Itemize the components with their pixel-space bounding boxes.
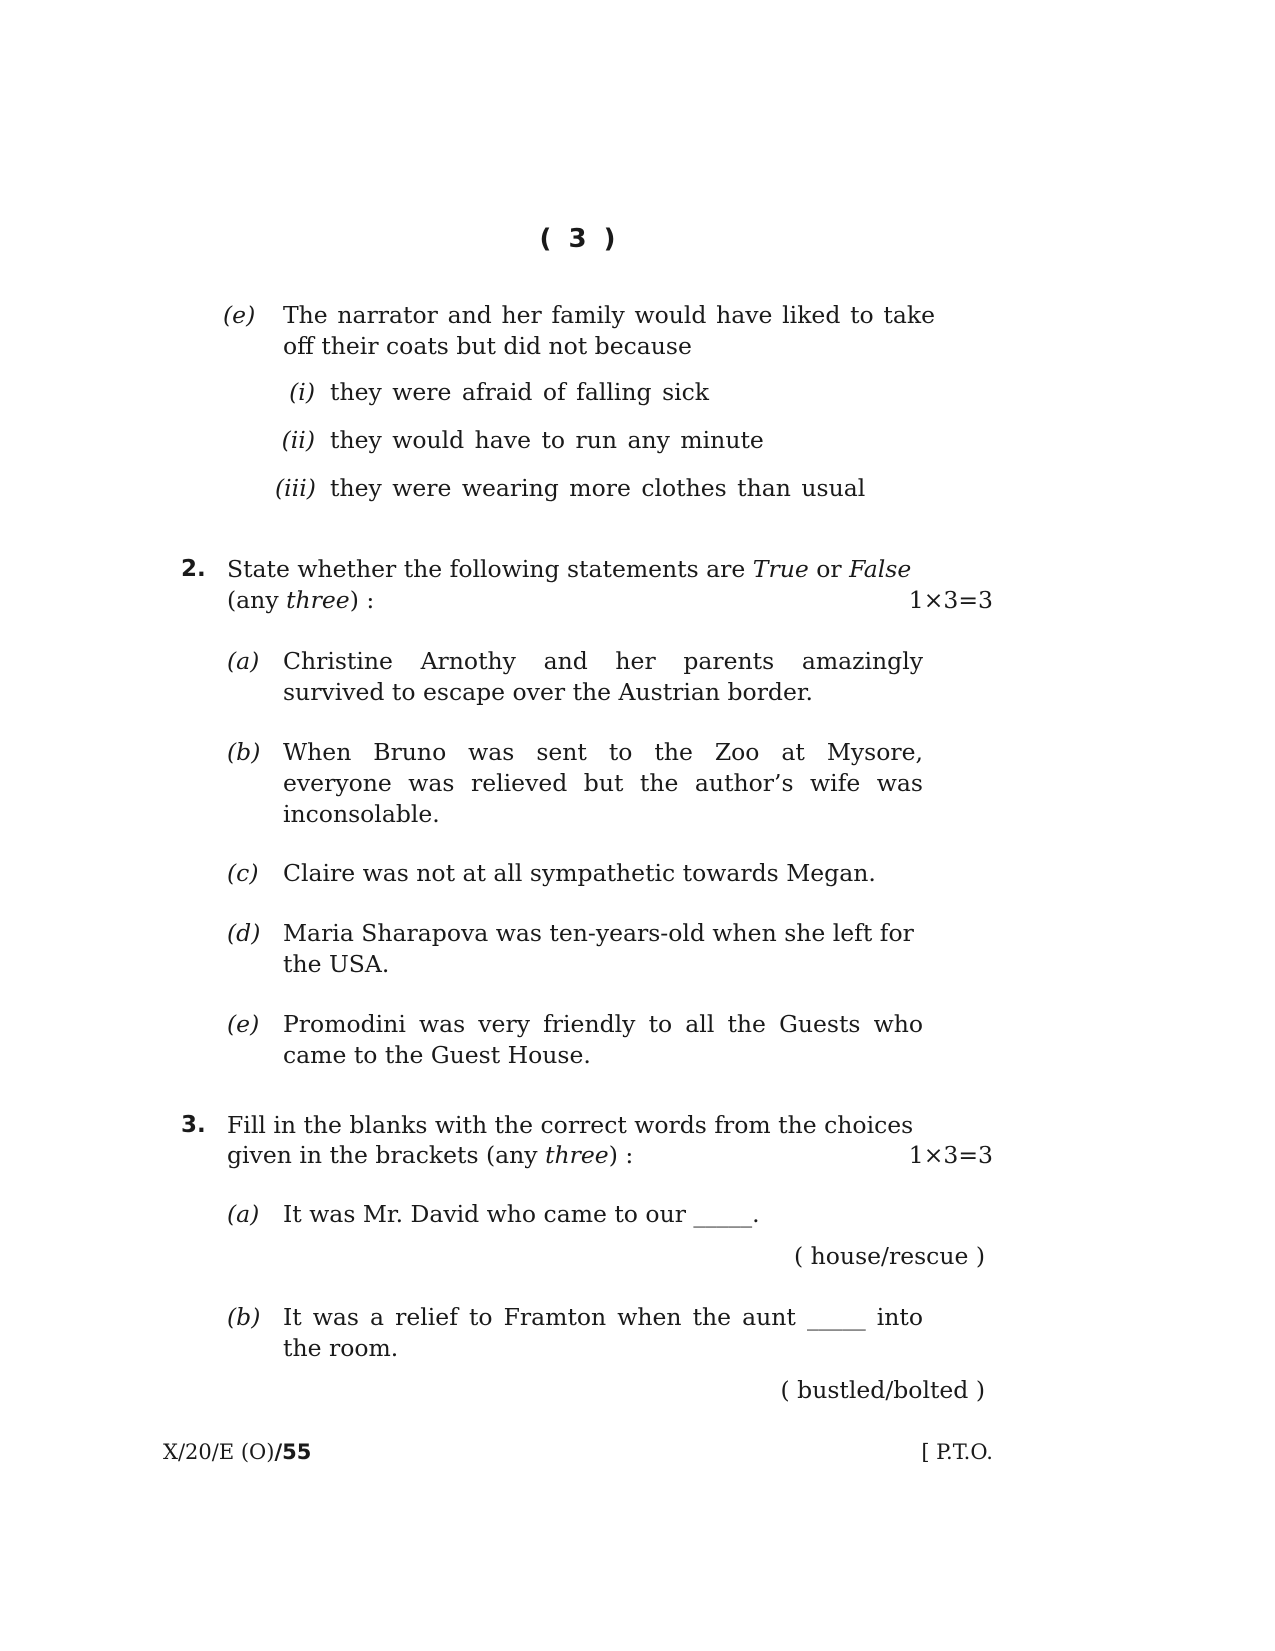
option-text: they were afraid of falling sick bbox=[330, 378, 710, 406]
item-label: (e) bbox=[223, 301, 256, 329]
item-label: (a) bbox=[227, 1200, 260, 1228]
item-text: Claire was not at all sympathetic towards Megan. bbox=[283, 859, 876, 887]
item-text: Maria Sharapova was ten-years-old when she left for the USA. bbox=[283, 919, 914, 978]
item-label: (a) bbox=[227, 647, 260, 675]
choices: ( bustled/bolted ) bbox=[780, 1376, 985, 1404]
question-intro-line2: given in the brackets (any three) : bbox=[227, 1141, 634, 1169]
option-label: (ii) bbox=[281, 426, 315, 454]
option-text: they would have to run any minute bbox=[330, 426, 764, 454]
question-text: The narrator and her family would have liked to take off their coats but did not because bbox=[283, 301, 935, 360]
question-1e bbox=[0, 300, 1275, 510]
question-2 bbox=[0, 554, 1275, 1074]
question-number: 2. bbox=[181, 556, 206, 582]
item-text: It was Mr. David who came to our _____. bbox=[283, 1200, 760, 1228]
pto-label: [ P.T.O. bbox=[921, 1440, 993, 1464]
option-label: (i) bbox=[289, 378, 315, 406]
choices: ( house/rescue ) bbox=[794, 1242, 985, 1270]
page-number: ( 3 ) bbox=[539, 224, 616, 254]
question-intro: State whether the following statements are True or False bbox=[227, 555, 912, 583]
question-intro-line2: (any three) : bbox=[227, 586, 375, 614]
item-label: (d) bbox=[227, 919, 261, 947]
item-text: Christine Arnothy and her parents amazingly survived to escape over the Austrian border. bbox=[283, 647, 923, 706]
question-number: 3. bbox=[181, 1112, 206, 1138]
item-text: When Bruno was sent to the Zoo at Mysore, everyone was relieved but the author’s wife was inconsolable. bbox=[283, 738, 923, 828]
item-label: (b) bbox=[227, 738, 261, 766]
item-label: (c) bbox=[227, 859, 259, 887]
marks: 1×3=3 bbox=[908, 586, 993, 614]
option-label: (iii) bbox=[275, 474, 316, 502]
item-text: It was a relief to Framton when the aunt _____ into the room. bbox=[283, 1303, 923, 1362]
marks: 1×3=3 bbox=[908, 1141, 993, 1169]
item-label: (e) bbox=[227, 1010, 260, 1038]
question-intro: Fill in the blanks with the correct words from the choices bbox=[227, 1111, 914, 1139]
option-text: they were wearing more clothes than usual bbox=[330, 474, 866, 502]
item-text: Promodini was very friendly to all the Guests who came to the Guest House. bbox=[283, 1010, 923, 1069]
paper-code: X/20/E (O)/55 bbox=[163, 1440, 312, 1464]
item-label: (b) bbox=[227, 1303, 261, 1331]
question-3 bbox=[0, 1110, 1275, 1430]
